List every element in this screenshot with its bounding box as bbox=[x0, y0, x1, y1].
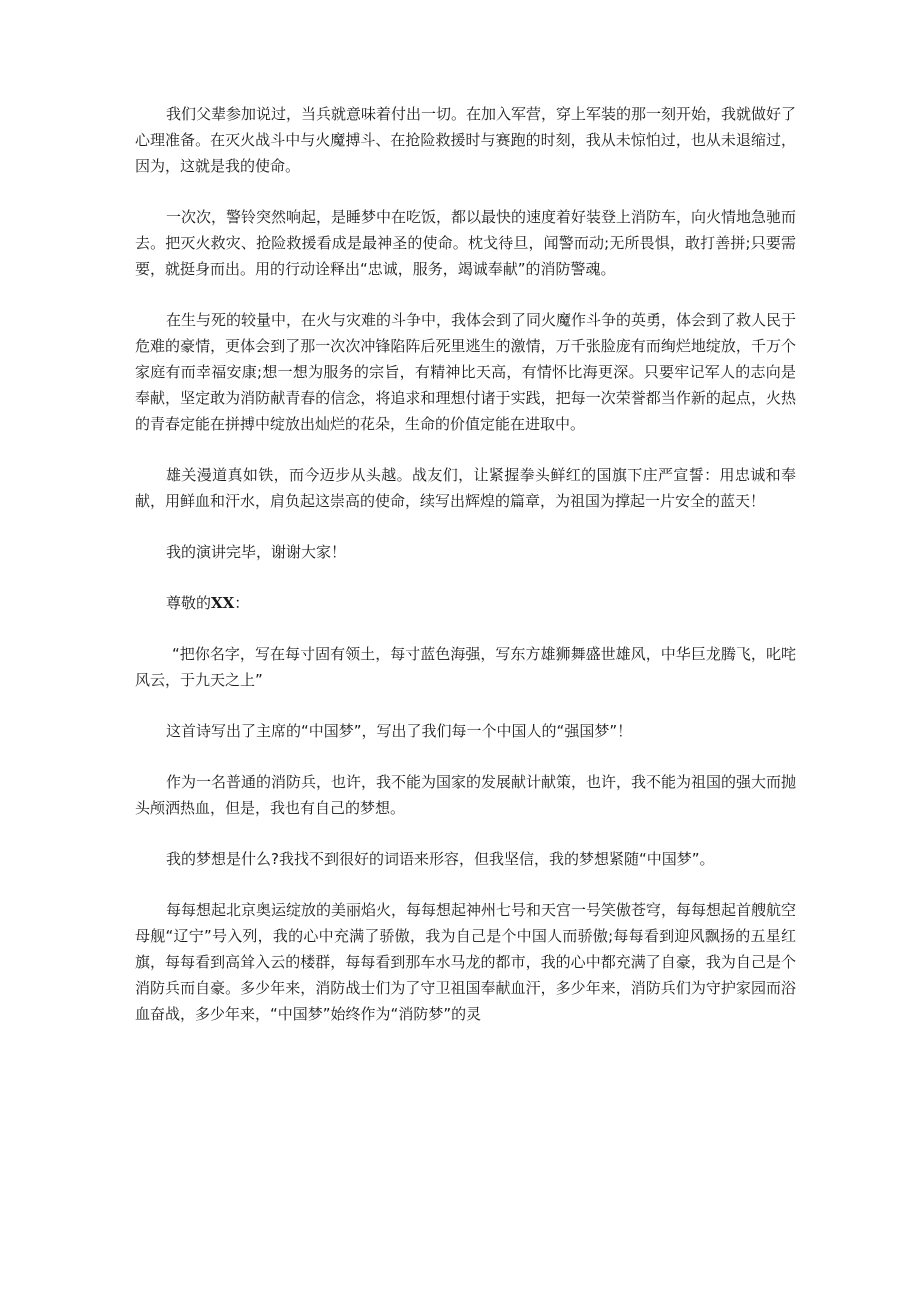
paragraph-3: 在生与死的较量中，在火与灾难的斗争中，我体会到了同火魔作斗争的英勇，体会到了救人民于危难的豪情，更体会到了那一次次冲锋陷阵后死里逃生的激情，万千张脸庞有而绚烂地绽放，千万个家庭有而幸福安康;想一想为服务的宗旨，有精神比天高，有情怀比海更深。只要牢记军人的志向是奉献，坚定敢为消防献青春的信念，将追求和理想付诸于实践，把每一次荣誉都当作新的起点，火热的青春定能在拼搏中绽放出灿烂的花朵，生命的价值定能在进取中。 bbox=[135, 311, 797, 433]
salutation-name: XX bbox=[211, 594, 235, 612]
poem-quote: “把你名字，写在每寸固有领土，每寸蓝色海强，写东方雄狮舞盛世雄风，中华巨龙腾飞，叱咤风云，于九天之上” bbox=[135, 645, 796, 689]
salutation bbox=[135, 590, 796, 616]
paragraph-5: 这首诗写出了主席的“中国梦”，写出了我们每一个中国人的“强国梦”！ bbox=[166, 722, 633, 740]
paragraph-6: 作为一名普通的消防兵，也许，我不能为国家的发展献计献策，也许，我不能为祖国的强大而抛头颅洒热血，但是，我也有自己的梦想。 bbox=[135, 773, 797, 817]
salutation-prefix: 尊敬的 bbox=[166, 594, 212, 612]
paragraph-1: 我们父辈参加说过，当兵就意味着付出一切。在加入军营，穿上军装的那一刻开始，我就做好了心理准备。在灭火战斗中与火魔搏斗、在抢险救援时与赛跑的时刻，我从未惊怕过，也从未退缩过，因为，这就是我的使命。 bbox=[135, 105, 797, 175]
paragraph-2: 一次次，警铃突然响起，是睡梦中在吃饭，都以最快的速度着好装登上消防车，向火情地急驰而去。把灭火救灾、抢险救援看成是最神圣的使命。枕戈待旦，闻警而动;无所畏惧，敢打善拼;只要需要，就挺身而出。用的行动诠释出“忠诚，服务，竭诚奉献”的消防警魂。 bbox=[135, 208, 797, 278]
paragraph-4: 雄关漫道真如铁，而今迈步从头越。战友们，让紧握拳头鲜红的国旗下庄严宣誓：用忠诚和奉献，用鲜血和汗水，肩负起这崇高的使命，续写出辉煌的篇章，为祖国为撑起一片安全的蓝天！ bbox=[135, 466, 796, 510]
salutation-suffix: ： bbox=[234, 594, 250, 612]
closing-line: 我的演讲完毕，谢谢大家！ bbox=[166, 543, 347, 561]
document-body bbox=[135, 101, 796, 1052]
paragraph-8: 每每想起北京奥运绽放的美丽焰火，每每想起神州七号和天宫一号笑傲苍穹，每每想起首艘航空母舰“辽宁”号入列，我的心中充满了骄傲，我为自己是个中国人而骄傲;每每看到迎风飘扬的五星红旗，每每看到高耸入云的楼群，每每看到那车水马龙的都市，我的心中都充满了自豪，我为自己是个消防兵而自豪。多少年来，消防战士们为了守卫祖国奉献血汗，多少年来，消防兵们为守护家园而浴血奋战，多少年来，“中国梦”始终作为“消防梦”的灵 bbox=[135, 901, 797, 1023]
paragraph-7: 我的梦想是什么?我找不到很好的词语来形容，但我坚信，我的梦想紧随“中国梦”。 bbox=[166, 850, 715, 868]
